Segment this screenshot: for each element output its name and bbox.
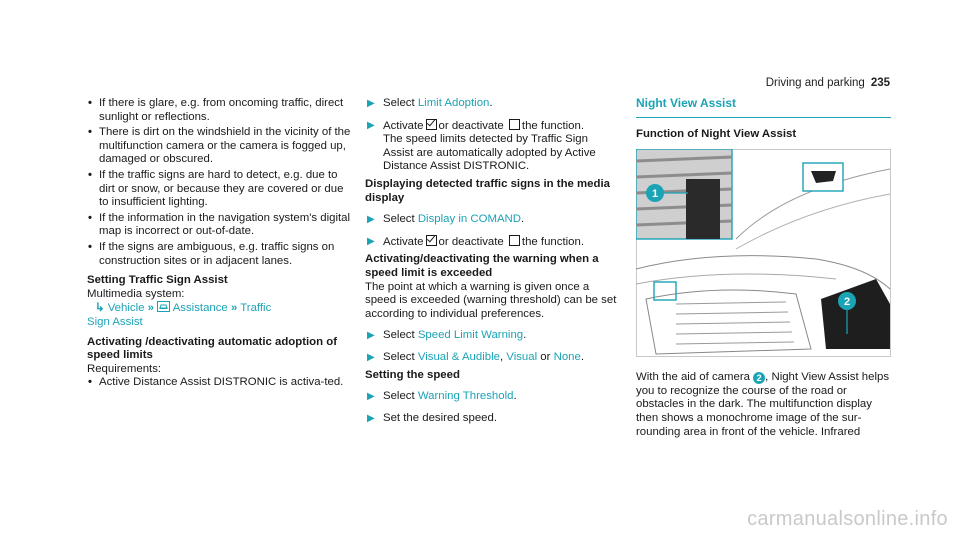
step-arrow-icon: ▶ <box>367 330 375 342</box>
step-note: The speed limits detected by Traffic Sign Assist are automatically adopted by Active Distance Assist DISTRONIC. <box>383 133 596 173</box>
step-arrow-icon: ▶ <box>367 214 375 226</box>
step-arrow-icon: ▶ <box>367 119 375 131</box>
path-assistance[interactable]: Assistance <box>172 302 228 315</box>
visual-audible-link[interactable]: Visual & Audible <box>417 350 500 363</box>
step: ▶ Select Limit Adoption. <box>367 97 493 109</box>
step: ▶ Set the desired speed. <box>367 411 497 424</box>
step-arrow-icon: ▶ <box>367 98 375 109</box>
limit-adoption-link[interactable]: Limit Adoption <box>417 97 490 109</box>
double-chevron-icon: » <box>147 302 154 315</box>
step-arrow-icon: ▶ <box>367 412 375 424</box>
car-assist-icon <box>157 301 170 312</box>
step: ▶ Select Speed Limit Warning. <box>367 329 527 342</box>
none-link[interactable]: None <box>553 350 581 363</box>
speed-limit-warning-link[interactable]: Speed Limit Warning <box>417 329 524 342</box>
list-item: • There is dirt on the windshield in the vicinity of the multifunction camera or the camera is fogged up, damaged or obscured. <box>88 126 351 166</box>
column-2 <box>365 97 620 433</box>
list-item: • If the traffic signs are hard to detect, e.g. due to dirt or snow, or because they are covered or due to insufficient lighting. <box>88 168 344 209</box>
menu-path <box>87 301 352 316</box>
list-item: • If the signs are ambiguous, e.g. traffic signs on construction sites or in adjacent lanes. <box>88 240 335 267</box>
section-name: Driving and parking <box>765 77 865 89</box>
adoption-heading: Activating /deactivating automatic adoption of speed limits <box>87 335 337 362</box>
setting-heading: Setting Traffic Sign Assist <box>87 274 228 287</box>
visual-link[interactable]: Visual <box>506 350 538 363</box>
step-arrow-icon: ▶ <box>367 351 375 363</box>
display-in-comand-link[interactable]: Display in COMAND <box>417 213 521 226</box>
step: ▶ Select Display in COMAND. <box>367 213 525 226</box>
multimedia-label: Multimedia system: <box>87 287 185 300</box>
night-view-figure <box>636 149 891 357</box>
warning-threshold-link[interactable]: Warning Threshold <box>417 390 514 403</box>
conditions-list <box>87 97 352 268</box>
list-item: • Active Distance Assist DISTRONIC is activa-ted. <box>88 376 344 389</box>
warning-heading: Activating/deactivating the warning when a speed limit is exceeded <box>365 253 599 279</box>
column-1 <box>87 97 352 392</box>
column-3 <box>636 97 891 439</box>
car-front-illustration <box>636 149 891 357</box>
checkbox-empty-icon <box>509 235 520 246</box>
list-item: • If there is glare, e.g. from oncoming traffic, direct sunlight or reflections. <box>88 97 344 123</box>
checkbox-checked-icon <box>426 119 437 130</box>
return-arrow-icon: ↳ <box>95 302 105 315</box>
requirements-label: Requirements: <box>87 362 162 375</box>
path-traffic[interactable]: Traffic <box>240 302 272 315</box>
double-chevron-icon: » <box>230 302 238 315</box>
path-vehicle[interactable]: Vehicle <box>107 302 145 315</box>
list-item: • If the information in the navigation system's digital map is incorrect or out-of-date. <box>88 211 351 238</box>
step: ▶ Activate or deactivate the function. The speed limits detected by Traffic Sign Assist are automatically adopted by Active Distance Assist DISTRONIC. <box>365 119 620 174</box>
display-heading: Displaying detected traffic signs in the media display <box>365 177 610 204</box>
page-header <box>766 77 890 91</box>
watermark: carmanualsonline.info <box>747 508 948 531</box>
callout-2-icon: 2 <box>753 372 765 384</box>
function-heading: Function of Night View Assist <box>636 127 797 140</box>
warning-text: The point at which a warning is given once a speed is exceeded (warning threshold) can be set according to individual preferences. <box>365 280 617 320</box>
callout-1: 1 <box>651 188 659 201</box>
checkbox-empty-icon <box>509 119 520 130</box>
speed-heading: Setting the speed <box>365 368 460 381</box>
step-arrow-icon: ▶ <box>367 391 375 403</box>
requirements-list <box>87 376 352 390</box>
step-arrow-icon: ▶ <box>367 235 375 247</box>
checkbox-checked-icon <box>426 235 437 246</box>
page-number: 235 <box>870 77 890 89</box>
body-text: With the aid of camera 2 , Night View Assist helps you to recognize the course of the road or obstacles in the dark. The multifunction display then shows a monochrome image of the sur-rounding area in front of the vehicle. Infrared <box>636 371 890 438</box>
callout-2: 2 <box>843 296 851 309</box>
path-sign-assist[interactable]: Sign Assist <box>87 315 143 328</box>
step: ▶ Select Warning Threshold. <box>367 390 517 403</box>
step: ▶ Activate or deactivate the function. <box>367 235 584 248</box>
section-title: Night View Assist <box>636 97 891 118</box>
step: ▶ Select Visual & Audible, Visual or None. <box>367 350 584 363</box>
